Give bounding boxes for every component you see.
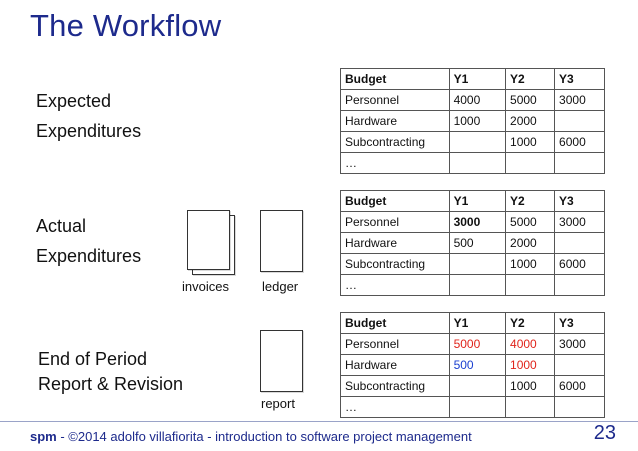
changed-cell: 4000 — [506, 334, 555, 355]
footer-brand: spm — [30, 429, 57, 444]
report-label: report — [261, 396, 295, 411]
page-number: 23 — [593, 422, 616, 444]
slide-title: The Workflow — [30, 8, 222, 43]
changed-cell: 1000 — [506, 355, 555, 376]
report-document-icon — [260, 330, 303, 392]
section-end-of-period-label: End of Period Report & Revision — [38, 349, 184, 394]
table-row: Personnel 5000 4000 3000 — [341, 334, 605, 355]
footer-credit: - ©2014 adolfo villafiorita - introduction to software project management — [56, 429, 472, 444]
highlighted-cell: 3000 — [449, 212, 505, 233]
table-row: Subcontracting 1000 6000 — [341, 132, 605, 153]
changed-cell: 5000 — [449, 334, 505, 355]
table-row: … — [341, 397, 605, 418]
invoices-label: invoices — [182, 279, 229, 294]
ledger-label: ledger — [262, 279, 299, 294]
section-actual-label: Actual Expenditures — [36, 216, 142, 266]
actual-budget-table — [340, 190, 605, 296]
section-expected-label: Expected Expenditures — [36, 91, 142, 141]
expected-budget-table — [340, 68, 605, 174]
footer-divider — [0, 421, 638, 422]
table-row: Hardware 1000 2000 — [341, 111, 605, 132]
ledger-document-icon — [260, 210, 303, 272]
table-row: Subcontracting 1000 6000 — [341, 254, 605, 275]
table-row: Hardware 500 2000 — [341, 233, 605, 254]
table-header-row: Budget Y1 Y2 Y3 — [341, 313, 605, 334]
footer — [30, 429, 472, 444]
table-header-row: Budget Y1 Y2 Y3 — [341, 69, 605, 90]
invoice-page-front — [187, 210, 230, 270]
table-row: … — [341, 275, 605, 296]
table-row: Personnel 3000 5000 3000 — [341, 212, 605, 233]
table-row: Personnel 4000 5000 3000 — [341, 90, 605, 111]
table-row: … — [341, 153, 605, 174]
revision-budget-table — [340, 312, 605, 418]
table-row: Hardware 500 1000 — [341, 355, 605, 376]
table-row: Subcontracting 1000 6000 — [341, 376, 605, 397]
table-header-row: Budget Y1 Y2 Y3 — [341, 191, 605, 212]
actual-cell: 500 — [449, 355, 505, 376]
